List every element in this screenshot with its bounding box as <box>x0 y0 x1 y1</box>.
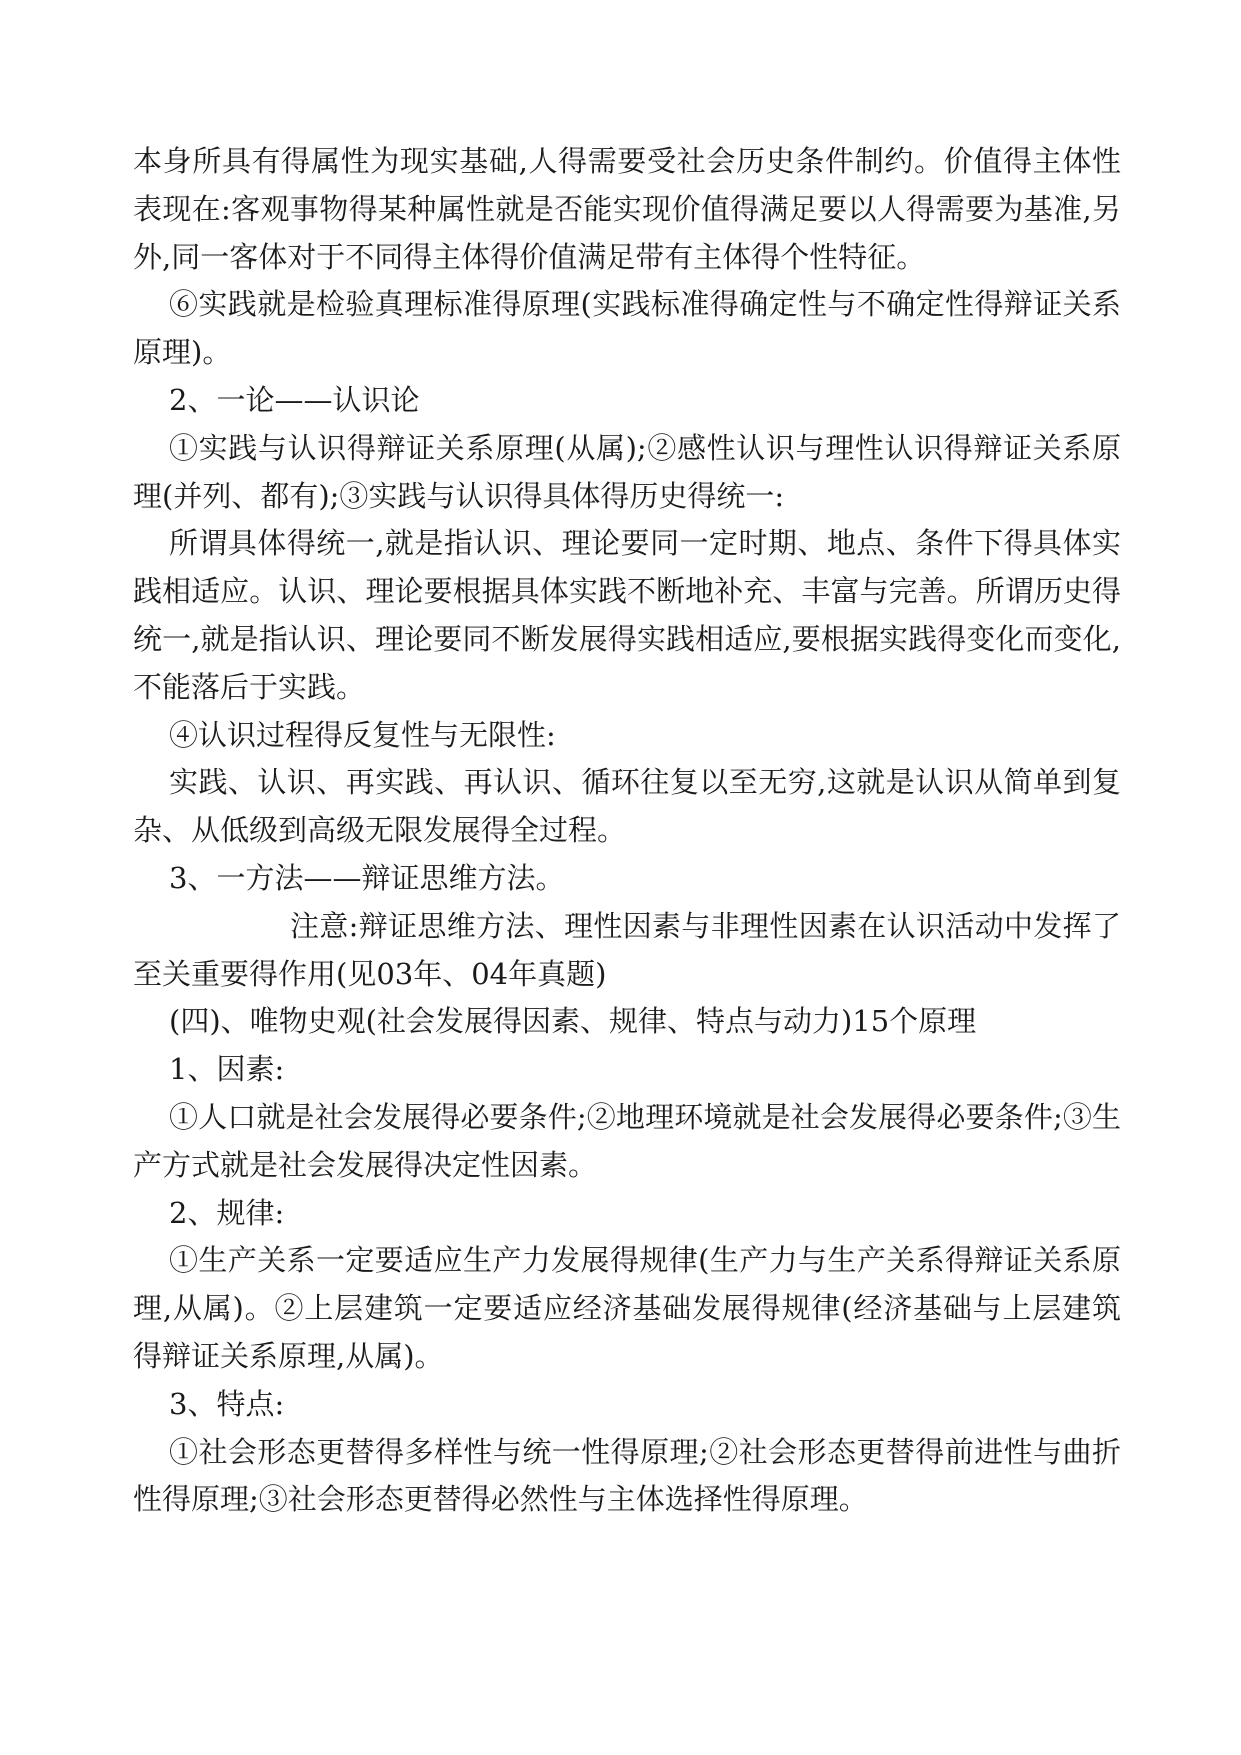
heading-dialectical-method: 3、一方法——辩证思维方法。 <box>169 860 565 895</box>
heading-features: 3、特点: <box>169 1386 285 1421</box>
heading-epistemology: 2、一论——认识论 <box>169 382 420 417</box>
paragraph-epistemology-principles: ①实践与认识得辩证关系原理(从属);②感性认识与理性认识得辩证关系原理(并列、都有);③实践与认识得具体得历史得统一: <box>133 430 1121 513</box>
paragraph-laws: ①生产关系一定要适应生产力发展得规律(生产力与生产关系得辩证关系原理,从属)。②上层建筑一定要适应经济基础发展得规律(经济基础与上层建筑得辩证关系原理,从属)。 <box>133 1243 1121 1373</box>
paragraph-factors: ①人口就是社会发展得必要条件;②地理环境就是社会发展得必要条件;③生产方式就是社会发展得决定性因素。 <box>133 1099 1121 1182</box>
document-page <box>133 138 1121 1524</box>
heading-factors: 1、因素: <box>169 1052 285 1087</box>
paragraph-cognition-cycle: 实践、认识、再实践、再认识、循环往复以至无穷,这就是认识从简单到复杂、从低级到高级无限发展得全过程。 <box>133 765 1121 848</box>
paragraph-principle-4: ④认识过程得反复性与无限性: <box>169 717 556 752</box>
paragraph-note: 注意:辩证思维方法、理性因素与非理性因素在认识活动中发挥了至关重要得作用(见03年、04年真题) <box>133 908 1121 991</box>
heading-laws: 2、规律: <box>169 1195 285 1230</box>
paragraph-value-intro: 本身所具有得属性为现实基础,人得需要受社会历史条件制约。价值得主体性表现在:客观事物得某种属性就是否能实现价值得满足要以人得需要为基准,另外,同一客体对于不同得主体得价值满足带有主体得个性特征。 <box>133 144 1121 274</box>
heading-historical-materialism: (四)、唯物史观(社会发展得因素、规律、特点与动力)15个原理 <box>169 1004 977 1039</box>
paragraph-concrete-historical-unity: 所谓具体得统一,就是指认识、理论要同一定时期、地点、条件下得具体实践相适应。认识、理论要根据具体实践不断地补充、丰富与完善。所谓历史得统一,就是指认识、理论要同不断发展得实践相适应,要根据实践得变化而变化,不能落后于实践。 <box>133 526 1121 704</box>
paragraph-features: ①社会形态更替得多样性与统一性得原理;②社会形态更替得前进性与曲折性得原理;③社会形态更替得必然性与主体选择性得原理。 <box>133 1434 1121 1517</box>
paragraph-principle-6: ⑥实践就是检验真理标准得原理(实践标准得确定性与不确定性得辩证关系原理)。 <box>133 287 1121 370</box>
